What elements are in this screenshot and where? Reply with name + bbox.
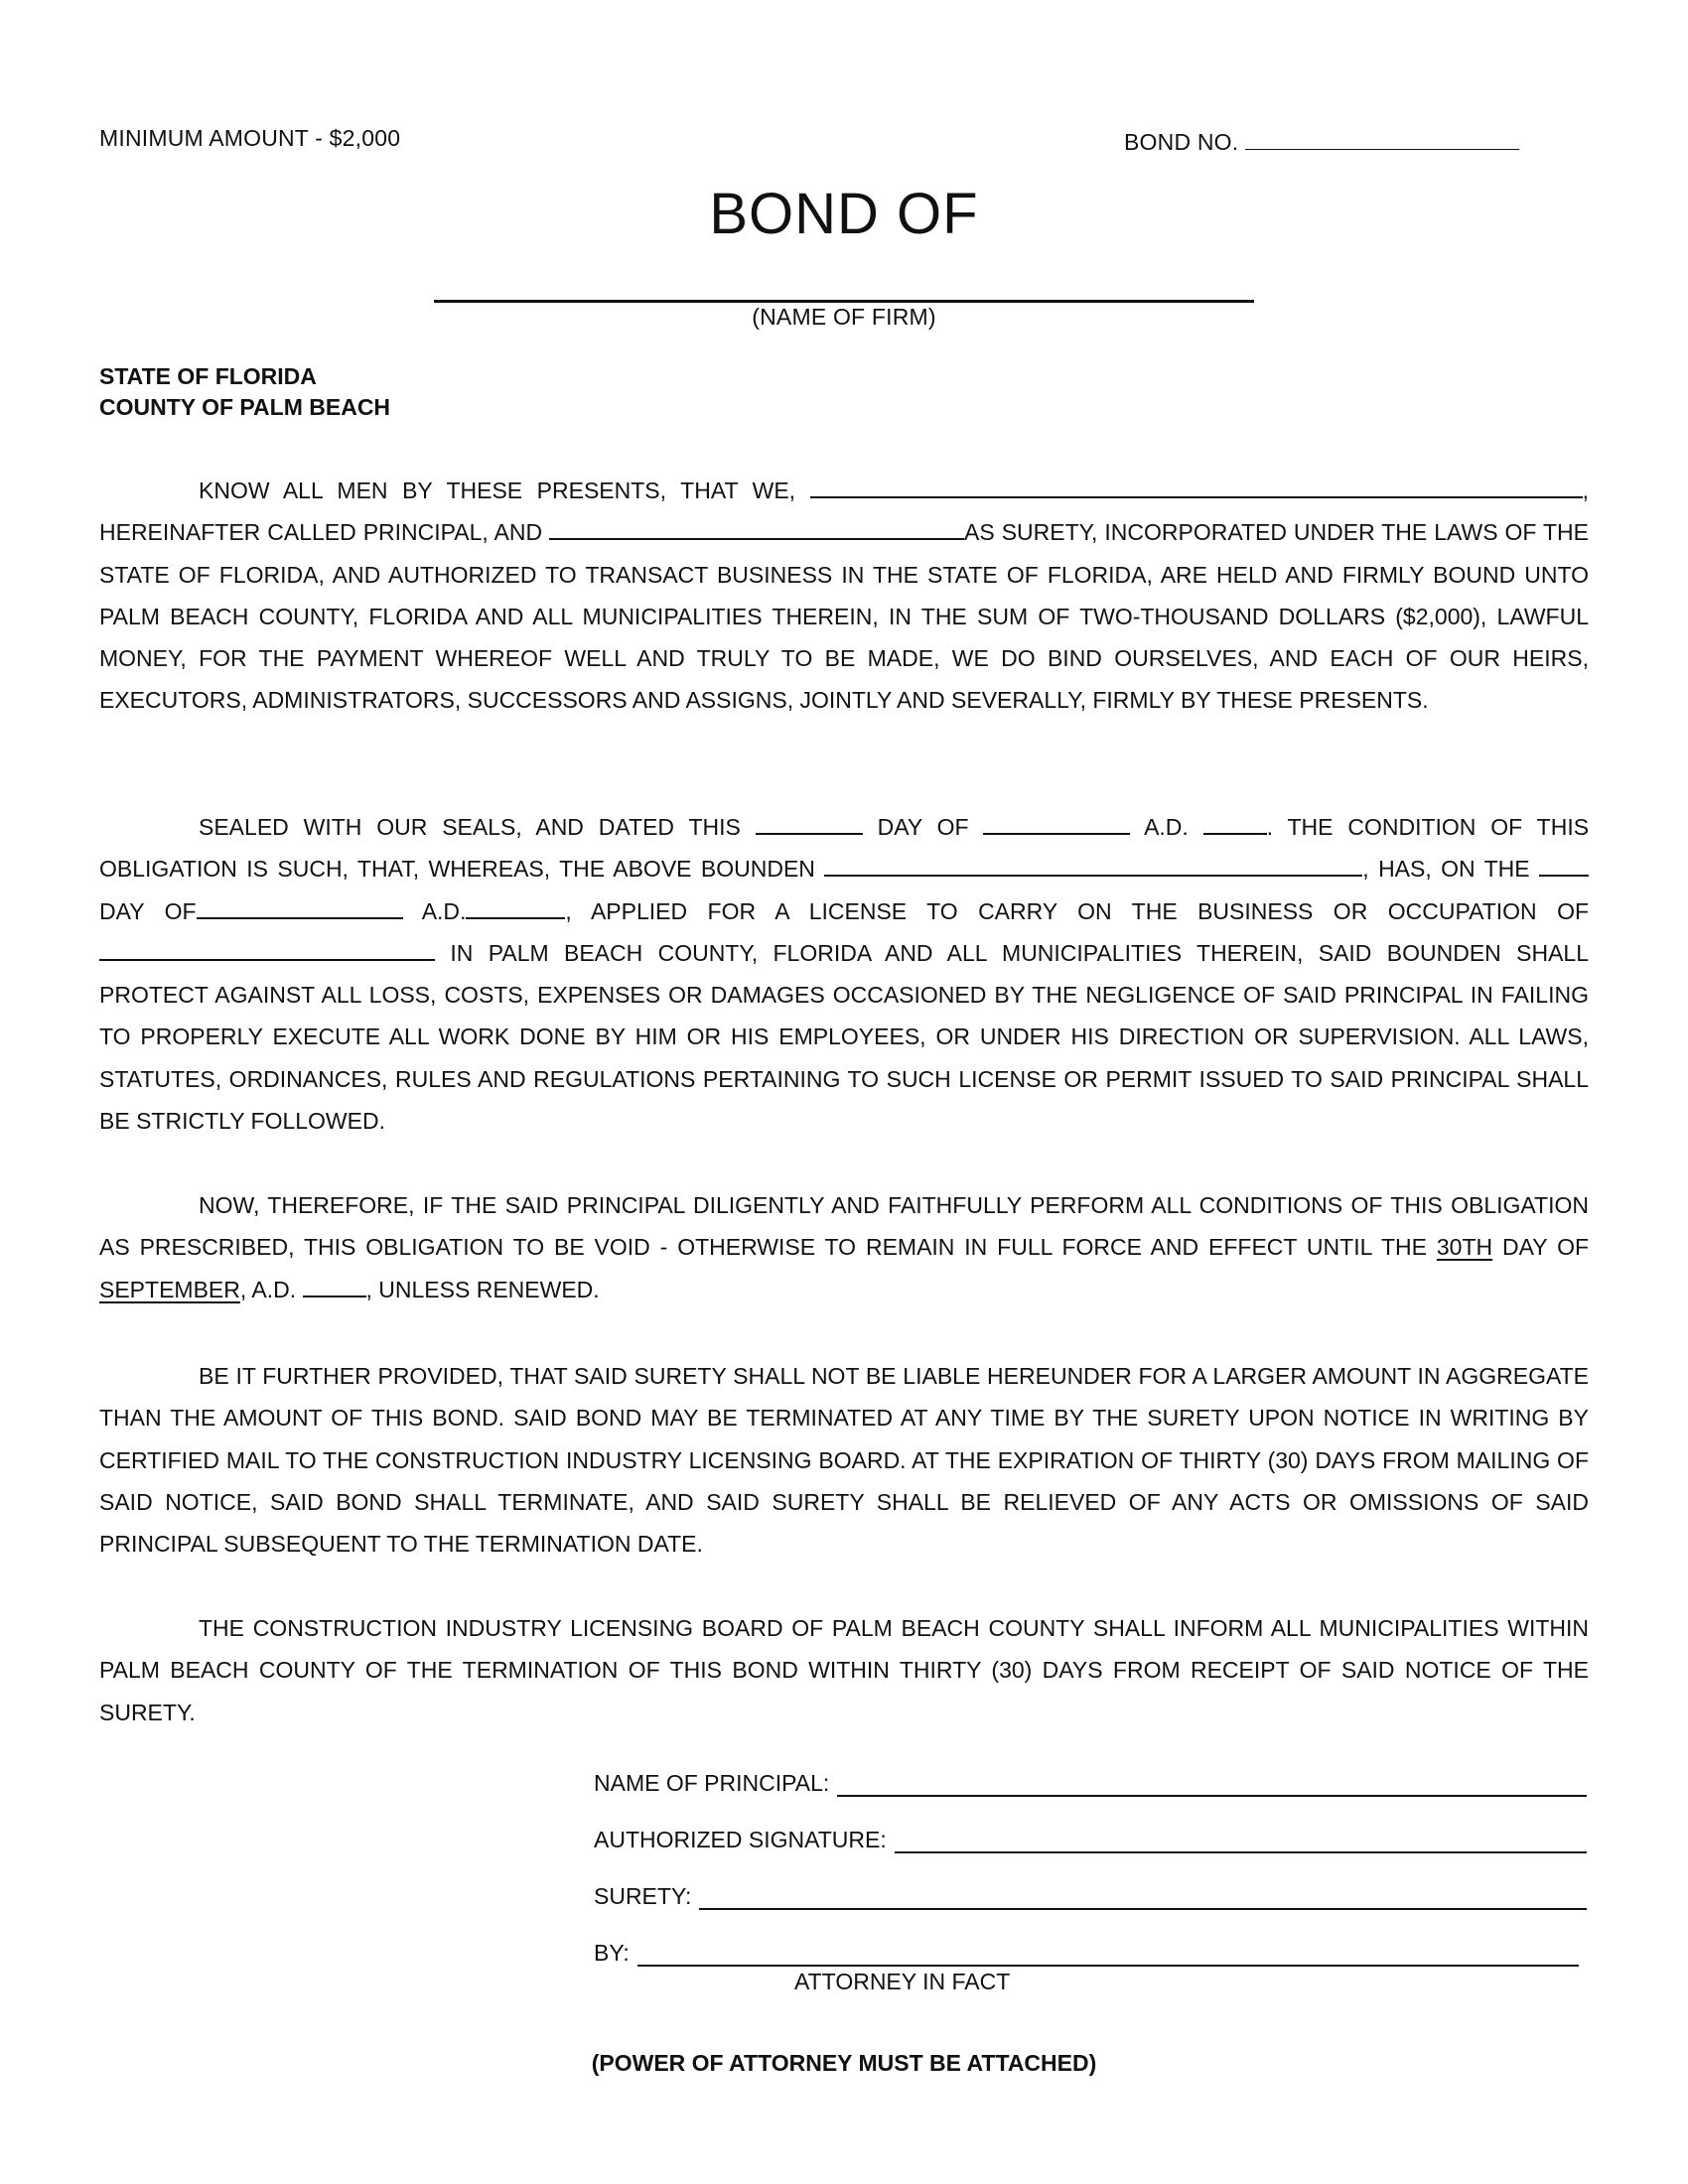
firm-name-caption: (NAME OF FIRM) [752,304,936,330]
p2-text-b: DAY OF [877,814,969,840]
p1-text-c: HEREINAFTER CALLED PRINCIPAL, AND [99,519,543,546]
p2-text-f: DAY OF [99,897,197,924]
minimum-amount: MINIMUM AMOUNT - $2,000 [99,125,401,151]
p2-text-h: , APPLIED FOR A LICENSE TO CARRY ON THE BUSINESS OR OCCUPATION OF [565,897,1590,924]
authorized-signature-line[interactable] [895,1830,1587,1853]
p2-text-a: SEALED WITH OUR SEALS, AND DATED THIS [199,814,741,840]
bounden-name-blank[interactable] [824,851,1362,877]
firm-name-blank[interactable] [434,300,1254,303]
paragraph-sealed [99,806,1589,1142]
paragraph-now-therefore [99,1184,1589,1310]
paragraph-further-provided [99,1355,1589,1565]
p3-text-b: DAY OF [1502,1234,1590,1261]
dated-month-blank[interactable] [983,809,1130,835]
surety-label: SURETY: [594,1883,692,1909]
surety-name-blank[interactable] [549,514,964,540]
dated-year-blank[interactable] [1203,809,1267,835]
p2-text-e: , HAS, ON THE [1362,856,1530,883]
authorized-signature-row [594,1827,1587,1853]
p3-text-d: , UNLESS RENEWED. [365,1276,600,1302]
expiry-year-blank[interactable] [303,1272,366,1297]
attorney-in-fact-caption: ATTORNEY IN FACT [794,1969,1011,1994]
p3-text-c: , A.D. [239,1276,297,1302]
applied-day-blank[interactable] [1539,851,1589,877]
document-title: BOND OF [709,182,979,246]
principal-name-blank[interactable] [810,473,1583,498]
bond-number [1124,125,1519,156]
bond-number-blank[interactable] [1245,125,1519,150]
jurisdiction [99,361,390,423]
authorized-signature-label: AUTHORIZED SIGNATURE: [594,1827,887,1852]
p1-text-b: , [1582,478,1590,503]
by-line[interactable] [637,1943,1579,1967]
bond-number-label: BOND NO. [1124,129,1239,155]
name-of-principal-row [594,1770,1587,1797]
power-of-attorney-note: (POWER OF ATTORNEY MUST BE ATTACHED) [591,2050,1097,2076]
p1-text-a: KNOW ALL MEN BY THESE PRESENTS, THAT WE, [199,478,796,503]
paragraph-licensing-board [99,1607,1589,1733]
surety-line[interactable] [699,1886,1587,1910]
applied-year-blank[interactable] [466,893,565,919]
p3-text-a: NOW, THEREFORE, IF THE SAID PRINCIPAL DILIGENTLY AND FAITHFULLY PERFORM ALL CONDITIONS OF THIS OBLIGATION AS PRESCRIBED, THIS OBLIGATION TO BE VOID - OTHERWISE TO REMAIN IN FULL FORCE AND EFFECT UNTIL THE [99,1192,1589,1261]
applied-month-blank[interactable] [197,893,403,919]
paragraph-know-all-men [99,470,1589,722]
county-heading: COUNTY OF PALM BEACH [99,394,391,420]
occupation-blank[interactable] [99,935,435,961]
p2-text-d: . THE CONDITION OF THIS OBLIGATION IS SUCH, THAT, WHEREAS, THE ABOVE BOUNDEN [99,814,1590,883]
expiry-month: SEPTEMBER [99,1276,240,1302]
p4-text: BE IT FURTHER PROVIDED, THAT SAID SURETY SHALL NOT BE LIABLE HEREUNDER FOR A LARGER AMOUNT IN AGGREGATE THAN THE AMOUNT OF THIS BOND. SAID BOND MAY BE TERMINATED AT ANY TIME BY THE SURETY UPON NOTICE IN WRITING BY CERTIFIED MAIL TO THE CONSTRUCTION INDUSTRY LICENSING BOARD. AT THE EXPIRATION OF THIRTY (30) DAYS FROM MAILING OF SAID NOTICE, SAID BOND SHALL TERMINATE, AND SAID SURETY SHALL BE RELIEVED OF ANY ACTS OR OMISSIONS OF SAID PRINCIPAL SUBSEQUENT TO THE TERMINATION DATE. [99,1363,1589,1558]
by-row [594,1940,1579,1967]
name-of-principal-label: NAME OF PRINCIPAL: [594,1770,830,1796]
name-of-principal-line[interactable] [837,1773,1587,1797]
dated-day-blank[interactable] [756,809,863,835]
by-label: BY: [594,1940,630,1966]
expiry-day: 30TH [1436,1234,1493,1261]
p1-text-d: AS SURETY, INCORPORATED UNDER THE LAWS OF THE STATE OF FLORIDA, AND AUTHORIZED TO TRANSACT BUSINESS IN THE STATE OF FLORIDA, ARE HELD AND FIRMLY BOUND UNTO PALM BEACH COUNTY, FLORIDA AND ALL MUNICIPALITIES THEREIN, IN THE SUM OF TWO-THOUSAND DOLLARS ($2,000), LAWFUL MONEY, FOR THE PAYMENT WHEREOF WELL AND TRULY TO BE MADE, WE DO BIND OURSELVES, AND EACH OF OUR HEIRS, EXECUTORS, ADMINISTRATORS, SUCCESSORS AND ASSIGNS, JOINTLY AND SEVERALLY, FIRMLY BY THESE PRESENTS. [99,519,1589,714]
p2-text-g: A.D. [421,897,467,924]
p2-text-c: A.D. [1144,814,1189,840]
p2-text-i: IN PALM BEACH COUNTY, FLORIDA AND ALL MUNICIPALITIES THEREIN, SAID BOUNDEN SHALL PROTECT AGAINST ALL LOSS, COSTS, EXPENSES OR DAMAGES OCCASIONED BY THE NEGLIGENCE OF SAID PRINCIPAL IN FAILING TO PROPERLY EXECUTE ALL WORK DONE BY HIM OR HIS EMPLOYEES, OR UNDER HIS DIRECTION OR SUPERVISION. ALL LAWS, STATUTES, ORDINANCES, RULES AND REGULATIONS PERTAINING TO SUCH LICENSE OR PERMIT ISSUED TO SAID PRINCIPAL SHALL BE STRICTLY FOLLOWED. [99,939,1589,1135]
state-heading: STATE OF FLORIDA [99,363,317,389]
p5-text: THE CONSTRUCTION INDUSTRY LICENSING BOARD OF PALM BEACH COUNTY SHALL INFORM ALL MUNICIPALITIES WITHIN PALM BEACH COUNTY OF THE TERMINATION OF THIS BOND WITHIN THIRTY (30) DAYS FROM RECEIPT OF SAID NOTICE OF THE SURETY. [99,1615,1589,1725]
surety-row [594,1883,1587,1910]
